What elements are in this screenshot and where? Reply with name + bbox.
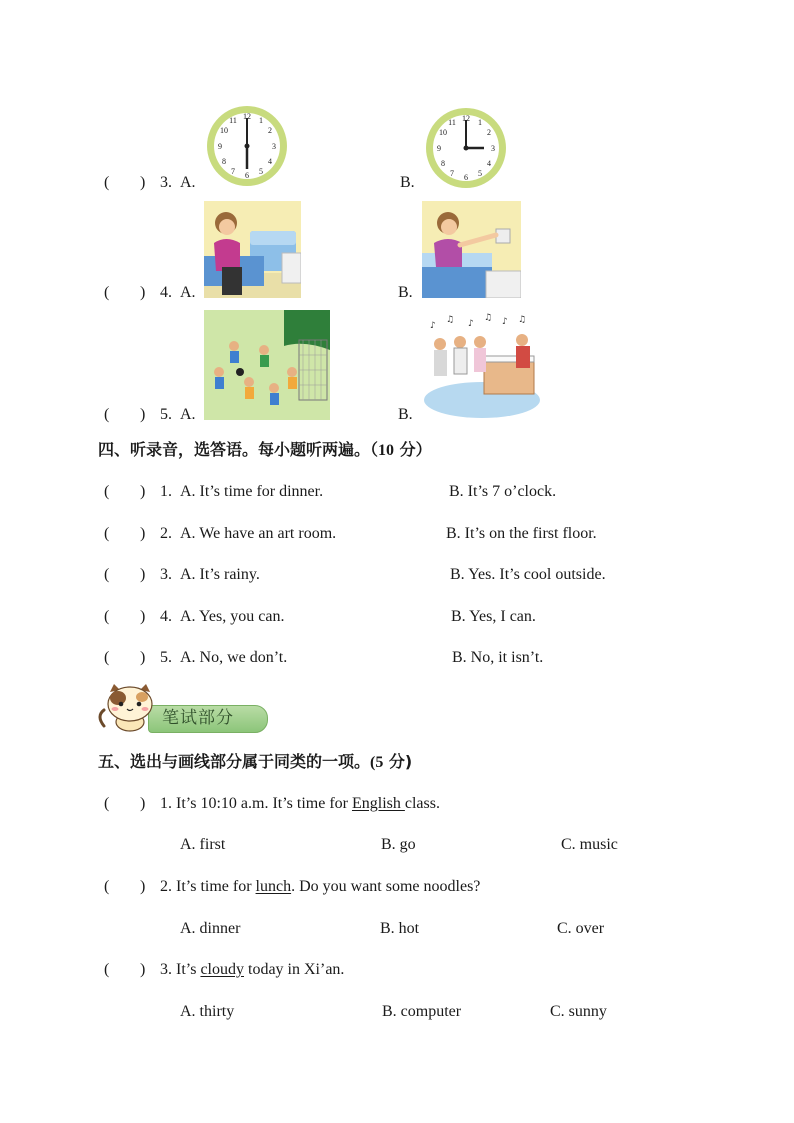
section-5-heading-end: 分) xyxy=(383,752,413,771)
svg-text:♫: ♫ xyxy=(484,313,493,323)
svg-text:5: 5 xyxy=(478,169,482,178)
question-number: 1. xyxy=(160,483,172,500)
svg-text:4: 4 xyxy=(487,159,491,168)
option-b: B. Yes. It’s cool outside. xyxy=(450,566,606,583)
option-b: B. go xyxy=(381,836,416,853)
option-a: A. Yes, you can. xyxy=(180,608,285,625)
svg-text:12: 12 xyxy=(462,114,470,123)
svg-text:6: 6 xyxy=(245,171,249,180)
svg-text:♪: ♪ xyxy=(430,321,436,331)
svg-text:1: 1 xyxy=(478,118,482,127)
svg-text:1: 1 xyxy=(259,116,263,125)
question-number: 4. xyxy=(160,608,172,625)
section-5-heading-text: 五、选出与画线部分属于同类的一项。 xyxy=(98,752,371,771)
sentence-pre: It’s 10:10 a.m. It’s time for xyxy=(176,795,352,812)
kids-music-class-image xyxy=(422,308,540,420)
svg-text:2: 2 xyxy=(268,126,272,135)
svg-text:8: 8 xyxy=(222,157,226,166)
option-b: B. It’s 7 o’clock. xyxy=(449,483,557,500)
answer-paren-close: ) xyxy=(140,608,146,625)
option-b: B. It’s on the first floor. xyxy=(446,525,597,542)
sentence-post: today in Xi’an. xyxy=(244,961,345,978)
answer-paren-open: ( xyxy=(104,961,110,978)
answer-paren-close: ) xyxy=(140,284,146,301)
question-sentence xyxy=(160,794,440,814)
answer-paren-open: ( xyxy=(104,649,110,666)
svg-text:♪: ♪ xyxy=(468,319,474,329)
woman-switching-light-image xyxy=(422,201,521,298)
written-part-banner xyxy=(98,682,270,732)
section-4-heading-end: 分） xyxy=(394,440,432,459)
option-b: B. hot xyxy=(380,920,420,937)
answer-paren-open: ( xyxy=(104,483,110,500)
kids-playing-football-image xyxy=(204,310,330,420)
option-b: B. Yes, I can. xyxy=(451,608,536,625)
option-a-label: A. xyxy=(180,174,196,191)
answer-paren-open: ( xyxy=(104,566,110,583)
svg-text:11: 11 xyxy=(448,118,456,127)
sentence-post: . Do you want some noodles? xyxy=(291,878,481,895)
answer-paren-close: ) xyxy=(140,525,146,542)
question-number: 2. xyxy=(160,878,172,895)
answer-paren-open: ( xyxy=(104,284,110,301)
option-a: A. thirty xyxy=(180,1003,235,1020)
question-sentence xyxy=(160,877,480,897)
svg-text:7: 7 xyxy=(231,167,235,176)
underlined-word: English xyxy=(351,795,405,812)
option-c: C. over xyxy=(557,920,605,937)
option-b-label: B. xyxy=(398,406,413,423)
section-5-points: (5 xyxy=(370,754,384,771)
clock-six-oclock-image xyxy=(204,103,290,189)
answer-paren-close: ) xyxy=(140,174,146,191)
option-b-label: B. xyxy=(398,284,413,301)
section-4-points: 10 xyxy=(378,442,395,459)
option-b: B. No, it isn’t. xyxy=(452,649,544,666)
underlined-word: lunch xyxy=(255,878,292,895)
svg-text:8: 8 xyxy=(441,159,445,168)
question-number: 3. xyxy=(160,174,172,191)
sentence-post: class. xyxy=(404,795,440,812)
svg-text:♫: ♫ xyxy=(518,315,527,325)
section-5-heading xyxy=(98,751,412,774)
option-a: A. dinner xyxy=(180,920,241,937)
option-b-label: B. xyxy=(400,174,415,191)
svg-text:4: 4 xyxy=(268,157,272,166)
svg-text:2: 2 xyxy=(487,128,491,137)
option-c: C. sunny xyxy=(550,1003,607,1020)
option-c: C. music xyxy=(561,836,618,853)
svg-text:12: 12 xyxy=(243,112,251,121)
svg-text:9: 9 xyxy=(218,142,222,151)
option-a: A. No, we don’t. xyxy=(180,649,288,666)
question-number: 3. xyxy=(160,566,172,583)
sentence-pre: It’s time for xyxy=(176,878,256,895)
svg-text:♫: ♫ xyxy=(446,315,455,325)
svg-text:11: 11 xyxy=(229,116,237,125)
woman-sitting-on-bed-image xyxy=(204,201,301,298)
banner-label: 笔试部分 xyxy=(162,708,234,728)
cat-mascot-icon xyxy=(98,682,160,732)
option-a-label: A. xyxy=(180,284,196,301)
svg-text:10: 10 xyxy=(439,128,447,137)
question-number: 2. xyxy=(160,525,172,542)
option-a: A. It’s time for dinner. xyxy=(180,483,324,500)
svg-text:9: 9 xyxy=(437,144,441,153)
answer-paren-close: ) xyxy=(140,649,146,666)
section-4-heading xyxy=(98,439,432,462)
answer-paren-open: ( xyxy=(104,795,110,812)
svg-text:7: 7 xyxy=(450,169,454,178)
answer-paren-open: ( xyxy=(104,406,110,423)
underlined-word: cloudy xyxy=(200,961,244,978)
option-a: A. It’s rainy. xyxy=(180,566,260,583)
svg-text:10: 10 xyxy=(220,126,228,135)
answer-paren-close: ) xyxy=(140,961,146,978)
answer-paren-open: ( xyxy=(104,525,110,542)
svg-text:5: 5 xyxy=(259,167,263,176)
answer-paren-close: ) xyxy=(140,483,146,500)
question-number: 5. xyxy=(160,406,172,423)
option-a: A. first xyxy=(180,836,226,853)
question-number: 4. xyxy=(160,284,172,301)
question-number: 1. xyxy=(160,795,172,812)
option-b: B. computer xyxy=(382,1003,462,1020)
answer-paren-open: ( xyxy=(104,174,110,191)
question-sentence xyxy=(160,960,344,980)
sentence-pre: It’s xyxy=(176,961,201,978)
option-a-label: A. xyxy=(180,406,196,423)
answer-paren-close: ) xyxy=(140,878,146,895)
question-number: 5. xyxy=(160,649,172,666)
svg-text:6: 6 xyxy=(464,173,468,182)
option-a: A. We have an art room. xyxy=(180,525,337,542)
svg-text:♪: ♪ xyxy=(502,317,508,327)
svg-text:3: 3 xyxy=(491,144,495,153)
answer-paren-close: ) xyxy=(140,795,146,812)
answer-paren-open: ( xyxy=(104,608,110,625)
answer-paren-close: ) xyxy=(140,566,146,583)
answer-paren-close: ) xyxy=(140,406,146,423)
section-4-heading-text: 四、听录音，选答语。每小题听两遍。（ xyxy=(98,440,379,459)
svg-text:3: 3 xyxy=(272,142,276,151)
answer-paren-open: ( xyxy=(104,878,110,895)
clock-three-oclock-image xyxy=(424,106,508,190)
question-number: 3. xyxy=(160,961,172,978)
